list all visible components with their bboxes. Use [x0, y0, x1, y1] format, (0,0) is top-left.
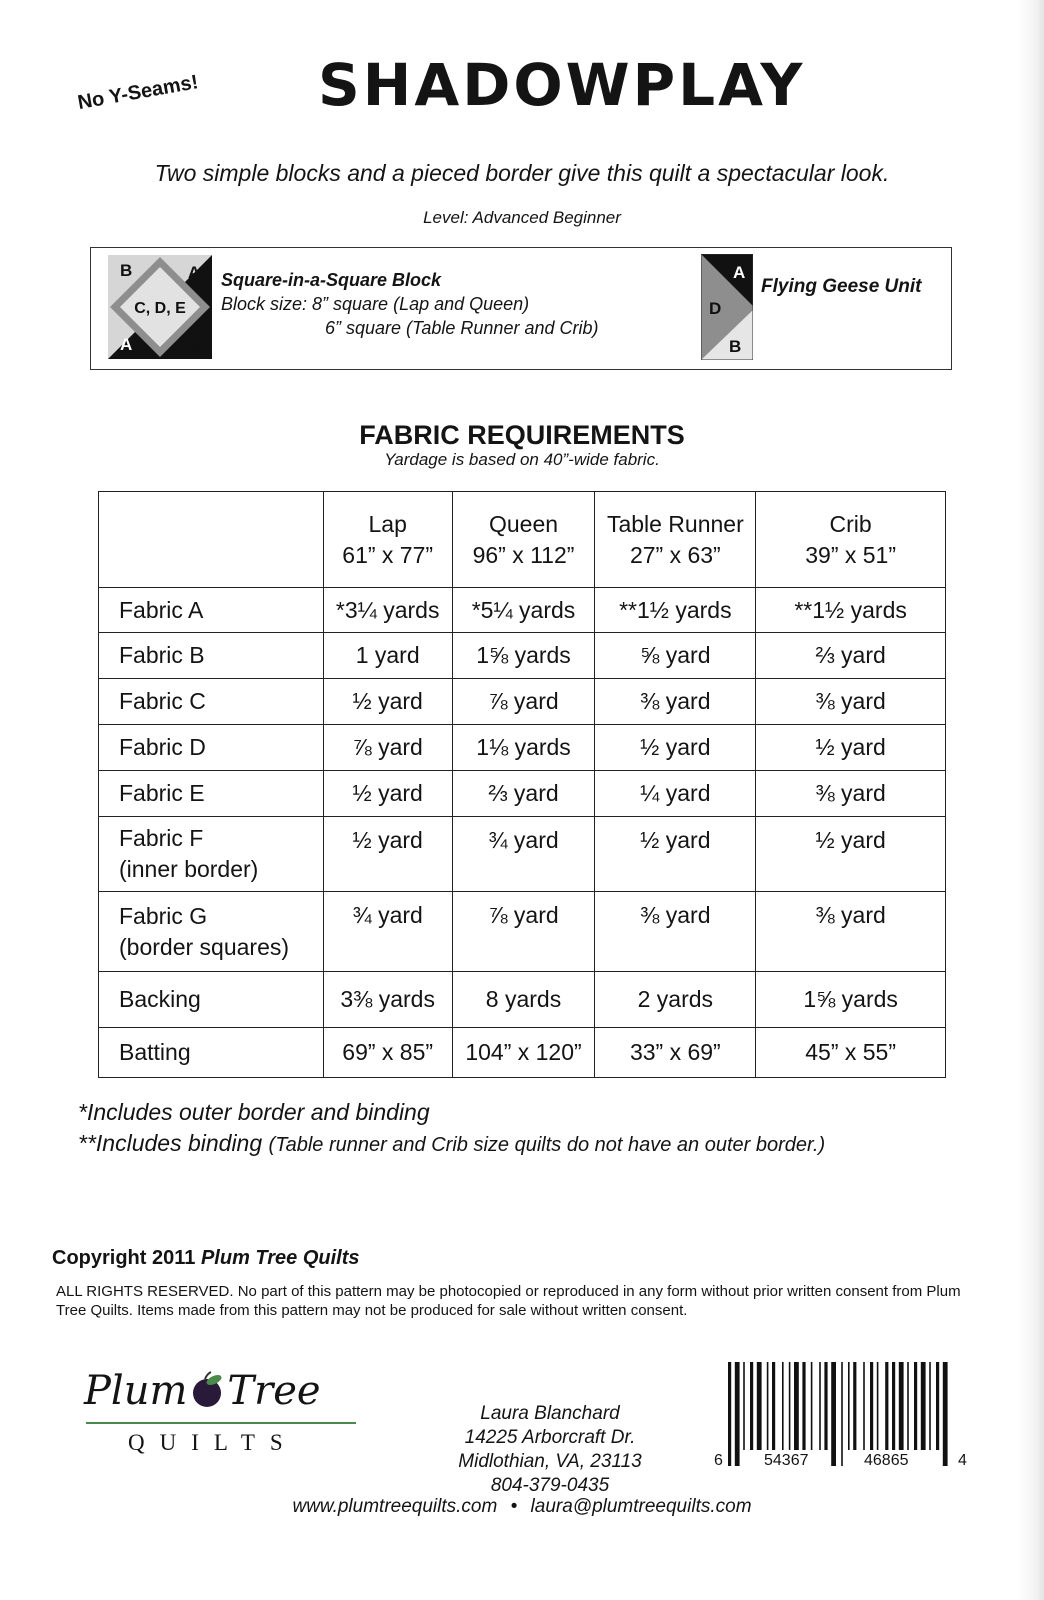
table-cell: 104” x 120”	[452, 1028, 595, 1078]
table-row	[99, 679, 946, 725]
row-label: Batting	[99, 1028, 324, 1078]
barcode-bar	[914, 1362, 917, 1450]
table-cell: ½ yard	[323, 679, 452, 725]
table-cell: 1⅝ yards	[452, 633, 595, 679]
table-cell: 3⅜ yards	[323, 972, 452, 1028]
table-cell: ½ yard	[323, 771, 452, 817]
footnote-double-star-detail: (Table runner and Crib size quilts do not have an outer border.)	[268, 1134, 826, 1156]
copyright-line	[52, 1247, 360, 1270]
table-row	[99, 633, 946, 679]
logo-subtitle: QUILTS	[128, 1430, 298, 1455]
table-cell: 8 yards	[452, 972, 595, 1028]
column-header	[756, 492, 946, 588]
row-label: Fabric B	[99, 633, 324, 679]
upc-barcode	[714, 1362, 967, 1477]
square-label-tl: B	[120, 261, 133, 280]
block-diagrams-box	[90, 247, 952, 370]
barcode-bar	[757, 1362, 762, 1450]
flying-geese-name: Flying Geese Unit	[761, 276, 922, 297]
logo-word-plum: Plum	[84, 1368, 188, 1414]
page-edge-shadow	[1018, 0, 1044, 1600]
table-cell: 1 yard	[323, 633, 452, 679]
table-row	[99, 1028, 946, 1078]
barcode-bar	[877, 1362, 879, 1450]
column-size: 96” x 112”	[472, 541, 575, 568]
column-name: Table Runner	[606, 510, 744, 537]
barcode-bar	[750, 1362, 753, 1450]
row-label: Fabric E	[99, 771, 324, 817]
contact-block	[440, 1402, 660, 1498]
row-label-main: Fabric F	[119, 825, 204, 851]
barcode-bar	[782, 1362, 784, 1450]
barcode-bar	[811, 1362, 813, 1450]
rights-statement: ALL RIGHTS RESERVED. No part of this pattern may be photocopied or reproduced in any form without prior written consent from Plum Tree Quilts. Items made from this pattern may not be produced for sale without written consent.	[56, 1283, 961, 1319]
table-cell: ⅜ yard	[756, 679, 946, 725]
barcode-bar	[929, 1362, 931, 1450]
row-label: Backing	[99, 972, 324, 1028]
column-header	[595, 492, 756, 588]
table-cell: ⅜ yard	[756, 771, 946, 817]
barcode-digit-first: 6	[714, 1452, 723, 1469]
table-cell: *5¼ yards	[452, 588, 595, 633]
barcode-bars	[726, 1362, 952, 1477]
barcode-bar	[802, 1362, 805, 1450]
barcode-bar	[907, 1362, 909, 1450]
table-cell: ⅔ yard	[756, 633, 946, 679]
row-label-sub: (border squares)	[119, 933, 290, 960]
row-label-sub: (inner border)	[119, 856, 259, 882]
footnote-single-star: *Includes outer border and binding	[78, 1099, 430, 1125]
square-label-bl: A	[120, 335, 133, 354]
fabric-requirements-heading: FABRIC REQUIREMENTS	[359, 420, 685, 450]
table-cell: ⅝ yard	[595, 633, 756, 679]
table-cell: ¾ yard	[452, 817, 595, 892]
footnote-double-star	[78, 1128, 825, 1161]
email-link[interactable]: laura@plumtreequilts.com	[530, 1496, 752, 1517]
square-label-tr: A	[188, 263, 201, 282]
column-name: Crib	[829, 510, 872, 537]
barcode-bar	[831, 1362, 836, 1466]
table-cell: **1½ yards	[756, 588, 946, 633]
geese-label-top: A	[733, 263, 746, 282]
website-link[interactable]: www.plumtreequilts.com	[292, 1496, 498, 1517]
table-cell: 45” x 55”	[756, 1028, 946, 1078]
logo-script	[84, 1368, 321, 1414]
square-block-size-line1: Block size: 8” square (Lap and Queen)	[221, 294, 530, 314]
row-label: Fabric C	[99, 679, 324, 725]
row-label: Fabric D	[99, 725, 324, 771]
barcode-bar	[921, 1362, 926, 1450]
contact-name: Laura Blanchard	[480, 1403, 620, 1424]
square-block-name: Square-in-a-Square Block	[221, 270, 442, 290]
fabric-requirements-subheading: Yardage is based on 40”-wide fabric.	[384, 450, 660, 469]
table-row	[99, 972, 946, 1028]
table-row	[99, 892, 946, 972]
barcode-bar	[794, 1362, 799, 1450]
column-size: 27” x 63”	[629, 541, 721, 568]
pattern-title: SHADOWPLAY	[318, 51, 806, 119]
table-row	[99, 817, 946, 892]
logo-underline	[86, 1422, 356, 1424]
column-name: Queen	[488, 510, 559, 537]
table-cell: 2 yards	[595, 972, 756, 1028]
barcode-bar	[936, 1362, 939, 1450]
barcode-bar	[735, 1362, 740, 1466]
barcode-bar	[767, 1362, 769, 1450]
barcode-bar	[848, 1362, 850, 1450]
barcode-bar	[853, 1362, 856, 1450]
column-header	[452, 492, 595, 588]
table-cell: ⅜ yard	[756, 892, 946, 972]
barcode-bar	[943, 1362, 948, 1466]
table-row	[99, 771, 946, 817]
barcode-bar	[824, 1362, 827, 1450]
barcode-left-group: 54367	[764, 1452, 809, 1469]
web-contact-line	[0, 1496, 1044, 1518]
row-label-main: Fabric G	[119, 902, 208, 929]
table-cell: ½ yard	[595, 817, 756, 892]
table-cell: ½ yard	[756, 725, 946, 771]
table-cell: ⅔ yard	[452, 771, 595, 817]
table-cell: 33” x 69”	[595, 1028, 756, 1078]
fabric-requirements-table	[98, 491, 946, 1078]
table-cell: ⅜ yard	[595, 892, 756, 972]
tagline: Two simple blocks and a pieced border give this quilt a spectacular look.	[154, 160, 890, 186]
table-cell: ⅞ yard	[452, 679, 595, 725]
geese-label-bottom: B	[729, 337, 742, 356]
footnote-double-star-main: **Includes binding	[78, 1130, 263, 1156]
table-cell: **1½ yards	[595, 588, 756, 633]
logo-word-tree: Tree	[227, 1368, 321, 1414]
table-footnotes	[78, 1097, 825, 1161]
contact-city: Midlothian, VA, 23113	[458, 1451, 642, 1472]
barcode-bar	[772, 1362, 775, 1450]
barcode-check-digit: 4	[958, 1452, 967, 1469]
geese-label-mid: D	[709, 299, 722, 318]
contact-phone: 804-379-0435	[490, 1475, 610, 1496]
column-name: Lap	[368, 510, 407, 537]
column-header	[323, 492, 452, 588]
contact-street: 14225 Arborcraft Dr.	[464, 1427, 636, 1448]
flying-geese-diagram	[701, 254, 753, 360]
barcode-bar	[728, 1362, 731, 1466]
skill-level: Level: Advanced Beginner	[423, 208, 621, 227]
barcode-bar	[899, 1362, 904, 1450]
barcode-bar	[885, 1362, 888, 1450]
square-label-br: B	[188, 337, 201, 356]
table-cell: 1⅝ yards	[756, 972, 946, 1028]
table-cell: ½ yard	[756, 817, 946, 892]
barcode-bar	[863, 1362, 865, 1450]
separator-dot: •	[510, 1496, 518, 1517]
barcode-bar	[743, 1362, 745, 1450]
no-y-seams-callout: No Y-Seams!	[76, 71, 200, 115]
barcode-bar	[789, 1362, 791, 1450]
column-size: 61” x 77”	[342, 541, 434, 568]
plum-icon	[187, 1370, 227, 1410]
square-block-info	[221, 268, 598, 340]
table-cell: ¾ yard	[323, 892, 452, 972]
barcode-bar	[892, 1362, 895, 1450]
row-label	[99, 892, 324, 972]
row-label	[99, 817, 324, 892]
table-cell: ¼ yard	[595, 771, 756, 817]
table-cell: ⅜ yard	[595, 679, 756, 725]
table-row	[99, 725, 946, 771]
square-block-size-line2: 6” square (Table Runner and Crib)	[325, 318, 599, 338]
square-in-a-square-diagram	[108, 255, 212, 359]
table-cell: ⅞ yard	[452, 892, 595, 972]
table-cell: ½ yard	[595, 725, 756, 771]
table-cell: 69” x 85”	[323, 1028, 452, 1078]
table-cell: ½ yard	[323, 817, 452, 892]
column-size: 39” x 51”	[805, 541, 896, 568]
copyright-company: Plum Tree Quilts	[200, 1247, 360, 1269]
table-cell: ⅞ yard	[323, 725, 452, 771]
barcode-right-group: 46865	[864, 1452, 909, 1469]
barcode-bar	[819, 1362, 821, 1450]
copyright-prefix: Copyright 2011	[52, 1247, 196, 1269]
table-header-row	[99, 492, 946, 588]
square-label-center: C, D, E	[134, 300, 186, 317]
plum-tree-quilts-logo	[80, 1368, 370, 1488]
table-cell: *3¼ yards	[323, 588, 452, 633]
table-cell: 1⅛ yards	[452, 725, 595, 771]
table-row	[99, 588, 946, 633]
row-label: Fabric A	[99, 588, 324, 633]
barcode-bar	[870, 1362, 873, 1450]
table-corner-cell	[99, 492, 324, 588]
barcode-bar	[841, 1362, 843, 1466]
